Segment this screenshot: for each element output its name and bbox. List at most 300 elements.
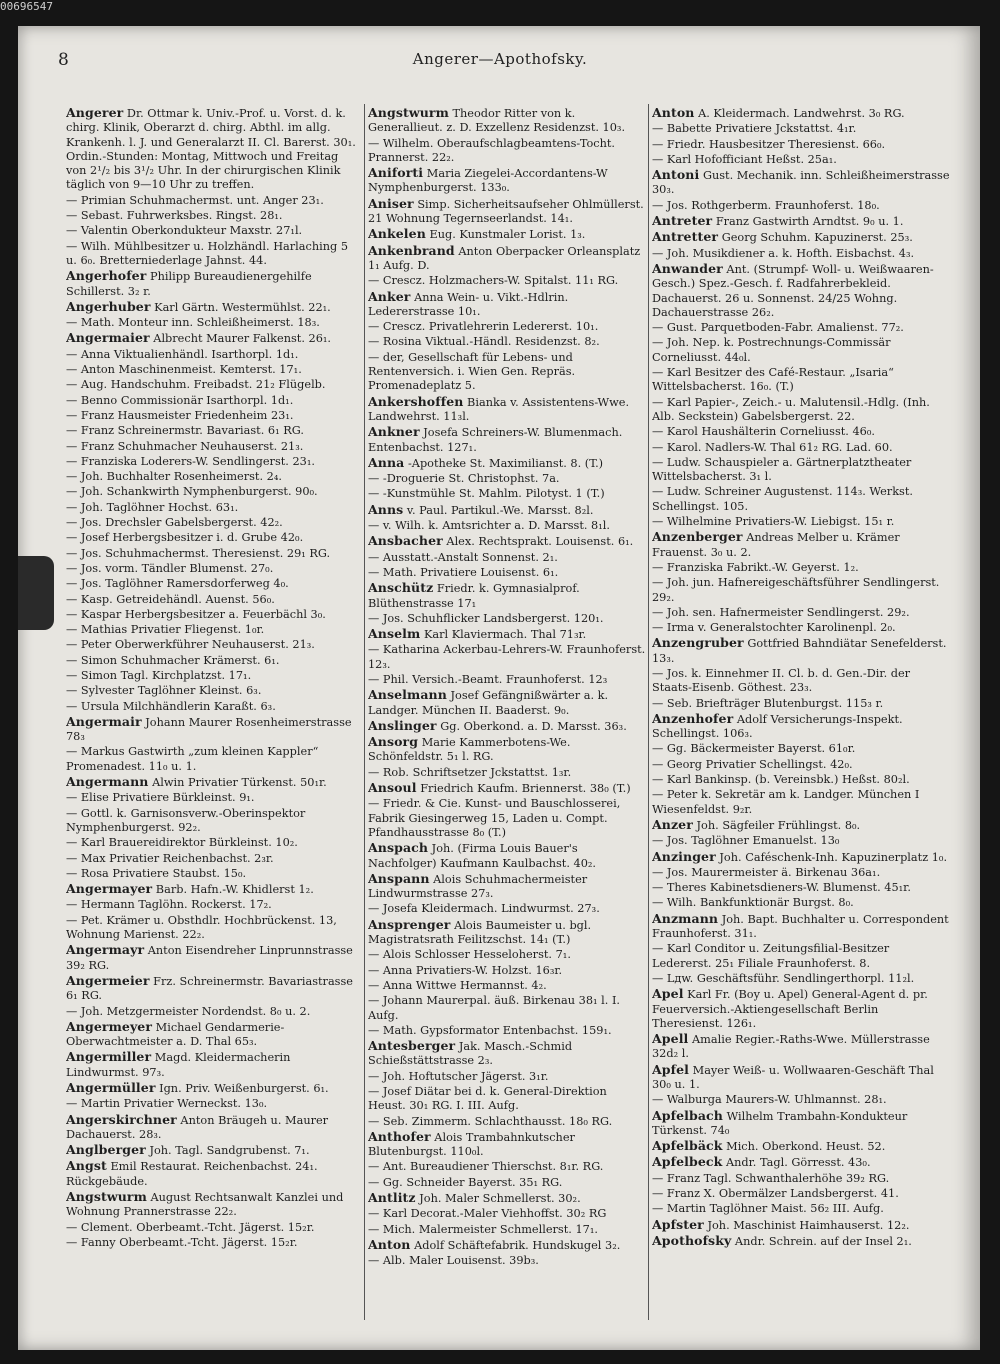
entry-text: Ign. Priv. Weißenburgerst. 6₁.: [159, 1082, 329, 1095]
directory-entry: [652, 1234, 950, 1249]
entry-text: Anna Wein- u. Vikt.-Hdlrin. Ledererstrasse 10₁.: [368, 290, 569, 318]
directory-entry: [66, 455, 362, 469]
directory-entry: [66, 791, 362, 805]
entry-text: — Gust. Parquetboden-Fabr. Amalienst. 77₂.: [652, 321, 904, 335]
directory-entry: [368, 872, 646, 902]
directory-entry: [66, 852, 362, 866]
directory-entry: [652, 1187, 950, 1201]
entry-surname: Angerer: [66, 106, 124, 120]
column-1: [66, 106, 362, 1326]
directory-entry: [652, 942, 950, 971]
entry-surname: Ansbacher: [368, 533, 443, 549]
entry-text: — Karl Decorat.-Maler Viehhoffst. 30₂ RG: [368, 1207, 607, 1221]
directory-entry: [652, 742, 950, 756]
entry-text: Andr. Tagl. Görresst. 43₀.: [725, 1156, 871, 1170]
entry-surname: Anspach: [368, 840, 429, 856]
directory-entry: [66, 898, 362, 912]
directory-entry: [66, 1236, 362, 1250]
entry-text: — Joh. Nep. k. Postrechnungs-Commissär Corneliusst. 44₀l.: [652, 336, 891, 364]
directory-entry: [66, 300, 362, 315]
entry-text: — Friedr. & Cie. Kunst- und Bauschlosserei, Fabrik Giesingerweg 15, Laden u. Compt. Pfandhausstrasse 8₀ (T.): [368, 797, 621, 839]
entry-text: — Peter k. Sekretär am k. Landger. München I Wiesenfeldst. 9₂r.: [652, 788, 920, 816]
directory-entry: [652, 636, 950, 666]
entry-text: — Karl Brauereidirektor Bürkleinst. 10₂.: [66, 836, 298, 850]
entry-text: — Sylvester Taglöhner Kleinst. 6₃.: [66, 684, 262, 698]
directory-entry: [368, 964, 646, 978]
entry-surname: Anslinger: [368, 717, 437, 733]
entry-surname: Angermann: [66, 774, 149, 790]
entry-text: — Jos. vorm. Tändler Blumenst. 27₀.: [66, 561, 274, 575]
directory-entry: [66, 1221, 362, 1235]
directory-entry: [652, 788, 950, 817]
entry-text: — Martin Taglöhner Maist. 56₂ III. Aufg.: [652, 1202, 884, 1216]
entry-text: Simp. Sicherheitsaufseher Ohlmüllerst. 21 Wohnung Tegernseerlandst. 14₁.: [368, 197, 644, 226]
entry-surname: Antesberger: [368, 1038, 456, 1054]
entry-text: — Benno Commissionär Isarthorpl. 1d₁.: [66, 393, 294, 407]
entry-text: — Babette Privatiere Jckstattst. 4₁r.: [652, 122, 857, 136]
entry-surname: Anwander: [652, 260, 723, 276]
entry-surname: Antoni: [652, 167, 700, 183]
directory-entry: [652, 850, 950, 865]
directory-entry: [368, 227, 646, 242]
entry-text: — Alb. Maler Louisenst. 39b₃.: [368, 1254, 539, 1268]
column-divider: [648, 104, 649, 1320]
directory-entry: [66, 1190, 362, 1220]
directory-entry: [66, 1050, 362, 1080]
entry-text: Friedrich Kaufm. Briennerst. 38₀ (T.): [420, 782, 631, 796]
directory-entry: [368, 137, 646, 166]
directory-entry: [66, 269, 362, 299]
entry-text: — Math. Gypsformator Entenbachst. 159₁.: [368, 1023, 612, 1037]
entry-text: — Karl Bankinsp. (b. Vereinsbk.) Heßst. 80₂l.: [652, 773, 910, 787]
entry-text: — Jos. Drechsler Gabelsbergerst. 42₂.: [66, 516, 283, 530]
entry-text: — Anna Viktualienhändl. Isarthorpl. 1d₁.: [66, 347, 299, 361]
entry-text: — Ausstatt.-Anstalt Sonnenst. 2₁.: [368, 550, 558, 564]
directory-entry: [368, 627, 646, 642]
directory-entry: [652, 138, 950, 152]
directory-entry: [368, 166, 646, 196]
directory-entry: [66, 654, 362, 668]
entry-text: — Karl Hofofficiant Heßst. 25a₁.: [652, 152, 837, 166]
entry-text: — Ludw. Schauspieler a. Gärtnerplatztheater Wittelsbacherst. 3₁ l.: [652, 455, 912, 484]
entry-surname: Antreter: [652, 213, 713, 229]
directory-entry: [368, 1070, 646, 1084]
directory-entry: [66, 440, 362, 454]
page-number: 8: [58, 50, 69, 70]
entry-text: — Johann Maurerpal. äuß. Birkenau 38₁ l. I. Aufg.: [368, 994, 621, 1022]
directory-entry: [652, 818, 950, 833]
entry-text: — Wilh. Mühlbesitzer u. Holzhändl. Harlaching 5 u. 6₀. Bretterniederlage Jahnst. 44.: [66, 239, 349, 267]
directory-entry: [652, 396, 950, 425]
directory-entry: [652, 425, 950, 439]
binding-tab: [18, 556, 54, 630]
column-3: [652, 106, 950, 1326]
directory-entry: [652, 530, 950, 560]
directory-entry: [652, 1093, 950, 1107]
entry-surname: Angerskirchner: [66, 1111, 177, 1127]
directory-entry: [652, 987, 950, 1031]
directory-entry: [66, 409, 362, 423]
entry-surname: Antretter: [652, 229, 719, 245]
entry-text: — Theres Kabinetsdieners-W. Blumenst. 45₁r.: [652, 881, 911, 895]
entry-surname: Apell: [652, 1031, 689, 1047]
entry-text: — der, Gesellschaft für Lebens- und Rentenversich. i. Wien Gen. Repräs. Promenadeplatz 5.: [368, 350, 576, 393]
entry-text: — Kasp. Getreidehändl. Auenst. 56₀.: [66, 592, 275, 606]
directory-entry: [652, 667, 950, 696]
entry-text: — Simon Schuhmacher Krämerst. 6₁.: [66, 653, 280, 667]
entry-text: — Crescz. Holzmachers-W. Spitalst. 11₁ RG.: [368, 274, 619, 288]
entry-text: — Peter Oberwerkführer Neuhauserst. 21₃.: [66, 638, 315, 652]
directory-entry: [652, 321, 950, 335]
entry-text: — Franz Schuhmacher Neuhauserst. 21₃.: [66, 439, 304, 453]
entry-text: — Aug. Handschuhm. Freibadst. 21₂ Flügelb.: [66, 378, 326, 392]
entry-text: — Mich. Malermeister Schmellerst. 17₁.: [368, 1222, 598, 1236]
entry-text: — -Droguerie St. Christophst. 7a.: [368, 472, 560, 486]
directory-entry: [66, 669, 362, 683]
entry-surname: Anzinger: [652, 848, 716, 864]
directory-entry: [368, 948, 646, 962]
entry-surname: Antlitz: [368, 1190, 416, 1206]
entry-text: Theodor Ritter von k. Generallieut. z. D. Exzellenz Residenzst. 10₃.: [368, 107, 626, 135]
entry-surname: Ansorg: [368, 734, 419, 750]
entry-surname: Angermüller: [66, 1080, 156, 1095]
entry-text: — Friedr. Hausbesitzer Theresienst. 66₀.: [652, 137, 886, 151]
entry-text: — Seb. Zimmerm. Schlachthausst. 18₀ RG.: [368, 1114, 613, 1128]
directory-entry: [66, 424, 362, 438]
entry-surname: Apfelbeck: [652, 1154, 723, 1170]
entry-text: Alois Baumeister u. bgl. Magistratsrath Feilitzschst. 14₁ (T.): [368, 918, 592, 947]
entry-text: Wilhelm Trambahn-Kondukteur Türkenst. 74₀: [652, 1109, 908, 1137]
directory-entry: [66, 1143, 362, 1158]
entry-text: — Math. Monteur inn. Schleißheimerst. 18₃.: [66, 316, 320, 330]
entry-text: — Jos. k. Einnehmer II. Cl. b. d. Gen.-Dir. der Staats-Eisenb. Göthest. 23₃.: [652, 666, 911, 695]
directory-entry: [66, 240, 362, 269]
entry-text: — Georg Privatier Schellingst. 42₀.: [652, 757, 853, 771]
entry-text: — Josef Diätar bei d. k. General-Direktion Heust. 30₁ RG. I. III. Aufg.: [368, 1085, 607, 1113]
directory-entry: [368, 735, 646, 765]
entry-text: — Max Privatier Reichenbachst. 2₃r.: [66, 851, 274, 865]
entry-text: Maria Ziegelei-Accordantens-W Nymphenburgerst. 133₀.: [368, 167, 608, 195]
entry-text: — Franz X. Obermälzer Landsbergerst. 41.: [652, 1187, 899, 1201]
entry-surname: Anzmann: [652, 910, 719, 926]
entry-text: Ant. (Strumpf- Woll- u. Weißwaaren-Gesch.) Spez.-Gesch. f. Radfahrerbekleid. Dachauerst. 26 u. Sonnenst. 24/25 Wohng. Dachauerstrasse 26₂.: [652, 262, 934, 319]
entry-text: — Walburga Maurers-W. Uhlmannst. 28₁.: [652, 1093, 887, 1107]
directory-entry: [368, 1223, 646, 1237]
directory-entry: [652, 697, 950, 711]
directory-entry: [66, 1159, 362, 1189]
entry-text: Andreas Melber u. Krämer Frauenst. 3₀ u. 2.: [652, 531, 900, 559]
entry-text: Joh. Tagl. Sandgrubenst. 7₁.: [149, 1144, 310, 1158]
entry-surname: Anns: [368, 501, 404, 517]
entry-text: Jak. Masch.-Schmid Schießstättstrasse 2₃.: [368, 1040, 573, 1068]
entry-text: — Joh. Schankwirth Nymphenburgerst. 90₀.: [66, 485, 318, 499]
directory-entry: [66, 547, 362, 561]
entry-text: Marie Kammerbotens-We. Schönfeldstr. 5₁ l. RG.: [368, 736, 571, 764]
directory-entry: [368, 719, 646, 734]
entry-text: Anton Eisendreher Linprunnstrasse 39₂ RG.: [66, 944, 353, 972]
directory-entry: [652, 576, 950, 605]
entry-text: — Jos. Schuhmachermst. Theresienst. 29₁ RG.: [66, 546, 331, 560]
running-head: Angerer—Apothofsky.: [412, 50, 588, 68]
directory-entry: [652, 515, 950, 529]
directory-entry: [652, 1218, 950, 1233]
directory-entry: [652, 621, 950, 635]
entry-text: — Clement. Oberbeamt.-Tcht. Jägerst. 15₂r.: [66, 1220, 315, 1234]
directory-entry: [652, 1109, 950, 1139]
entry-surname: Anglberger: [66, 1142, 146, 1158]
entry-surname: Aniforti: [368, 165, 424, 181]
directory-entry: [66, 638, 362, 652]
entry-text: — Elise Privatiere Bürkleinst. 9₁.: [66, 791, 255, 805]
entry-text: — Mathias Privatier Fliegenst. 1₀r.: [66, 623, 265, 637]
directory-entry: [66, 531, 362, 545]
directory-entry: [66, 1113, 362, 1143]
entry-surname: Aniser: [368, 195, 414, 211]
entry-text: — Joh. jun. Hafnereigeschäftsführer Sendlingerst. 29₂.: [652, 576, 940, 604]
directory-entry: [368, 290, 646, 320]
entry-surname: Anschütz: [368, 580, 434, 596]
directory-entry: [66, 1097, 362, 1111]
entry-text: Amalie Regier.-Raths-Wwe. Müllerstrasse 32d₂ l.: [652, 1033, 930, 1061]
entry-text: — Rosina Viktual.-Händl. Residenzst. 8₂.: [368, 335, 600, 349]
entry-surname: Angermayer: [66, 881, 153, 897]
entry-text: Joh. (Firma Louis Bauer's Nachfolger) Kaufmann Kaulbachst. 40₂.: [368, 842, 597, 870]
column-divider: [364, 104, 365, 1320]
entry-text: — Primian Schuhmachermst. unt. Anger 23₁.: [66, 193, 324, 207]
directory-entry: [652, 441, 950, 455]
entry-text: — Markus Gastwirth „zum kleinen Kappler“ Promenadest. 11₀ u. 1.: [66, 745, 319, 773]
directory-entry: [652, 168, 950, 198]
directory-entry: [66, 593, 362, 607]
directory-entry: [652, 912, 950, 942]
directory-entry: [66, 807, 362, 836]
entry-surname: Angstwurm: [368, 106, 449, 120]
directory-entry: [652, 336, 950, 365]
entry-text: Gg. Oberkond. a. D. Marsst. 36₃.: [440, 719, 627, 733]
directory-entry: [368, 994, 646, 1023]
directory-entry: [368, 766, 646, 780]
directory-entry: [652, 456, 950, 485]
directory-entry: [368, 1176, 646, 1190]
entry-text: — Rob. Schriftsetzer Jckstattst. 1₃r.: [368, 765, 572, 779]
directory-entry: [368, 841, 646, 871]
entry-surname: Ansprenger: [368, 916, 451, 932]
directory-entry: [652, 561, 950, 575]
directory-entry: [66, 914, 362, 943]
entry-text: Adolf Schäftefabrik. Hundskugel 3₂.: [414, 1238, 621, 1252]
entry-text: Eug. Kunstmaler Lorist. 1₃.: [429, 228, 586, 242]
entry-text: — Karl Papier-, Zeich.- u. Malutensil.-Hdlg. (Inh. Alb. Seckstein) Gabelsbergerst. 22.: [652, 395, 930, 423]
entry-text: — Joh. Hoftutscher Jägerst. 3₁r.: [368, 1069, 549, 1083]
entry-text: — Hermann Taglöhn. Rockerst. 17₂.: [66, 898, 272, 912]
entry-text: — Lдw. Geschäftsführ. Sendlingerthorpl. 11₂l.: [652, 971, 915, 985]
entry-text: Karl Klaviermach. Thal 71₃r.: [423, 628, 587, 642]
directory-entry: [66, 209, 362, 223]
directory-entry: [368, 1024, 646, 1038]
entry-text: — Jos. Schuhflicker Landsbergerst. 120₁.: [368, 611, 604, 625]
directory-entry: [368, 519, 646, 533]
entry-surname: Apothofsky: [652, 1232, 732, 1248]
entry-text: Mich. Oberkond. Heust. 52.: [726, 1140, 886, 1154]
entry-text: Emil Restaurat. Reichenbachst. 24₁. Rückgebäude.: [66, 1160, 318, 1188]
entry-text: — Franziska Loderers-W. Sendlingerst. 23₁.: [66, 454, 315, 468]
directory-entry: [66, 485, 362, 499]
directory-entry: [652, 834, 950, 848]
entry-text: — Franz Hausmeister Friedenheim 23₁.: [66, 408, 294, 422]
entry-surname: Anselmann: [368, 687, 447, 703]
entry-text: — Sebast. Fuhrwerksbes. Ringst. 28₁.: [66, 209, 283, 223]
entry-text: — Alois Schlosser Hesseloherst. 7₁.: [368, 948, 571, 962]
directory-entry: [652, 1172, 950, 1186]
directory-entry: [66, 106, 362, 193]
directory-entry: [368, 797, 646, 840]
entry-text: Magd. Kleidermacherin Lindwurmst. 97₃.: [66, 1051, 291, 1079]
entry-surname: Angermayr: [66, 942, 145, 958]
entry-surname: Apel: [652, 986, 684, 1002]
entry-text: — Wilhelm. Oberaufschlagbeamtens-Tocht. Prannerst. 22₂.: [368, 136, 616, 164]
entry-text: Josefa Schreiners-W. Blumenmach. Entenbachst. 127₁.: [368, 426, 623, 454]
directory-entry: [66, 194, 362, 208]
entry-text: Philipp Bureaudienergehilfe Schillerst. 3₂ r.: [66, 270, 312, 298]
directory-entry: [652, 1139, 950, 1154]
directory-entry: [652, 1155, 950, 1170]
entry-text: Gust. Mechanik. inn. Schleißheimerstrasse 30₃.: [652, 169, 950, 197]
entry-text: — Joh. Musikdiener a. k. Hofth. Eisbachst. 4₃.: [652, 246, 915, 260]
entry-text: Albrecht Maurer Falkenst. 26₁.: [153, 332, 331, 346]
directory-entry: [368, 551, 646, 565]
directory-entry: [368, 612, 646, 626]
entry-surname: Apfster: [652, 1216, 704, 1232]
directory-entry: [368, 395, 646, 425]
entry-surname: Angst: [66, 1158, 107, 1174]
directory-entry: [368, 1115, 646, 1129]
entry-text: — Gg. Schneider Bayerst. 35₁ RG.: [368, 1175, 563, 1189]
directory-entry: [652, 1202, 950, 1216]
entry-text: — Math. Privatiere Louisenst. 6₁.: [368, 565, 559, 579]
entry-text: — Karol Haushälterin Corneliusst. 46₀.: [652, 425, 875, 439]
directory-entry: [66, 1005, 362, 1019]
entry-surname: Angermeier: [66, 972, 150, 988]
directory-entry: [368, 335, 646, 349]
directory-entry: [66, 348, 362, 362]
directory-entry: [66, 378, 362, 392]
entry-surname: Angerhuber: [66, 298, 151, 314]
directory-entry: [652, 1063, 950, 1093]
entry-text: Johann Maurer Rosenheimerstrasse 78₃: [66, 715, 352, 744]
entry-text: — Franz Tagl. Schwanthalerhöhe 39₂ RG.: [652, 1171, 890, 1185]
directory-entry: [368, 106, 646, 136]
entry-surname: Angermeyer: [66, 1018, 153, 1034]
entry-text: — Seb. Briefträger Blutenburgst. 115₃ r.: [652, 696, 884, 710]
entry-text: — Simon Tagl. Kirchplatzst. 17₁.: [66, 668, 252, 682]
entry-text: — Ludw. Schreiner Augustenst. 114₃. Werkst. Schellingst. 105.: [652, 485, 913, 513]
entry-surname: Angermaier: [66, 330, 150, 346]
entry-text: Alwin Privatier Türkenst. 50₁r.: [152, 776, 327, 790]
directory-entry: [368, 918, 646, 948]
directory-entry: [66, 363, 362, 377]
entry-text: Alois Trambahnkutscher Blutenburgst. 110₀l.: [368, 1130, 575, 1159]
directory-entry: [368, 643, 646, 672]
entry-text: — Gg. Bäckermeister Bayerst. 61₀r.: [652, 742, 856, 756]
entry-text: — Franz Schreinermstr. Bavariast. 6₁ RG.: [66, 424, 304, 438]
entry-text: Franz Gastwirth Arndtst. 9₀ u. 1.: [715, 215, 904, 229]
directory-entry: [368, 781, 646, 796]
directory-entry: [368, 320, 646, 334]
scan-id: 00696547: [0, 0, 53, 13]
entry-text: — Rosa Privatiere Staubst. 15₀.: [66, 866, 247, 880]
entry-surname: Ansoul: [368, 780, 417, 796]
directory-entry: [652, 247, 950, 261]
directory-entry: [652, 230, 950, 245]
directory-entry: [652, 773, 950, 787]
entry-surname: Anthofer: [368, 1128, 431, 1144]
directory-entry: [66, 700, 362, 714]
entry-text: Frz. Schreinermstr. Bavariastrasse 6₁ RG.: [66, 974, 353, 1003]
entry-text: Joh. Maler Schmellerst. 30₂.: [419, 1192, 581, 1206]
entry-text: — Kaspar Herbergsbesitzer a. Feuerbächl 3₀.: [66, 607, 326, 621]
directory-entry: [652, 712, 950, 742]
entry-text: — Anna Privatiers-W. Holzst. 16₃r.: [368, 963, 563, 977]
directory-entry: [66, 684, 362, 698]
directory-entry: [652, 262, 950, 320]
directory-entry: [652, 214, 950, 229]
entry-surname: Anker: [368, 288, 411, 304]
directory-entry: [368, 673, 646, 687]
entry-surname: Anna: [368, 454, 405, 470]
entry-surname: Ankelen: [368, 226, 426, 242]
entry-text: — Jos. Taglöhner Ramersdorferweg 4₀.: [66, 577, 289, 591]
directory-entry: [368, 1130, 646, 1160]
directory-entry: [652, 366, 950, 395]
entry-surname: Ankershoffen: [368, 393, 464, 409]
entry-text: v. Paul. Partikul.-We. Marsst. 8₂l.: [406, 503, 594, 517]
entry-text: — Josef Herbergsbesitzer i. d. Grube 42₀.: [66, 531, 304, 545]
entry-text: — Katharina Ackerbau-Lehrers-W. Fraunhoferst. 12₃.: [368, 643, 646, 671]
directory-entry: [368, 1238, 646, 1253]
entry-text: Karl Fr. (Boy u. Apel) General-Agent d. pr. Feuerversich.-Aktiengesellschaft Berlin Theresienst. 126₁.: [652, 988, 928, 1030]
entry-surname: Anzer: [652, 816, 693, 832]
directory-entry: [368, 1085, 646, 1114]
directory-entry: [66, 775, 362, 790]
entry-text: Anton Bräugeh u. Maurer Dachauerst. 28₃.: [66, 1113, 329, 1141]
directory-entry: [66, 1081, 362, 1096]
directory-entry: [66, 715, 362, 745]
directory-entry: [368, 197, 646, 227]
entry-surname: Anselm: [368, 626, 421, 642]
entry-surname: Ankner: [368, 424, 420, 440]
directory-entry: [368, 1160, 646, 1174]
entry-text: Bianka v. Assistentens-Wwe. Landwehrst. 11₃l.: [368, 395, 630, 423]
entry-surname: Anton: [368, 1236, 411, 1252]
entry-text: — Franziska Fabrikt.-W. Geyerst. 1₂.: [652, 560, 859, 574]
directory-entry: [368, 1207, 646, 1221]
entry-text: — Karl Besitzer des Café-Restaur. „Isaria“ Wittelsbacherst. 16₀. (T.): [652, 366, 894, 394]
directory-entry: [652, 758, 950, 772]
entry-text: — Joh. Metzgermeister Nordendst. 8₀ u. 2.: [66, 1004, 311, 1018]
directory-entry: [66, 501, 362, 515]
entry-text: Gottfried Bahndiätar Senefelderst. 13₃.: [652, 637, 947, 665]
entry-text: — Joh. Taglöhner Hochst. 63₁.: [66, 500, 239, 514]
entry-text: — Wilh. Bankfunktionär Burgst. 8₀.: [652, 896, 854, 910]
entry-text: Josef Gefängnißwärter a. k. Landger. München II. Baaderst. 9₀.: [368, 689, 609, 717]
directory-entry: [368, 581, 646, 611]
entry-text: — Ursula Milchhändlerin Karaßt. 6₃.: [66, 699, 276, 713]
entry-surname: Apfel: [652, 1061, 690, 1077]
directory-entry: [368, 351, 646, 394]
directory-entry: [66, 577, 362, 591]
directory-entry: [652, 972, 950, 986]
directory-entry: [652, 881, 950, 895]
